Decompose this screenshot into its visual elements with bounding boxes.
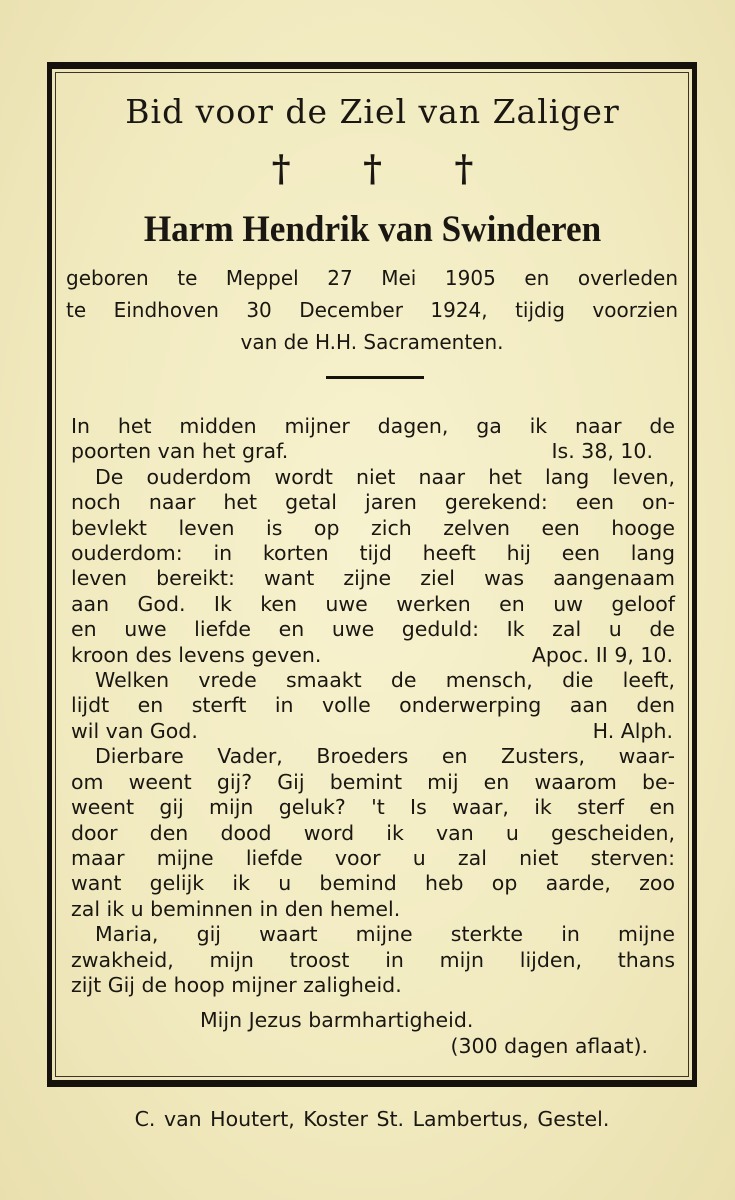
scripture-reference: Is. 38, 10.	[551, 439, 653, 464]
prayer-text	[71, 414, 675, 998]
body-line: zwakheid, mijn troost in mijn lijden, thans	[71, 947, 675, 972]
body-line: maar mijne liefde voor u zal niet sterven:	[71, 845, 675, 870]
body-line: In het midden mijner dagen, ga ik naar de	[71, 414, 675, 438]
scripture-reference: Apoc. II 9, 10.	[531, 642, 673, 667]
details-line-3: van de H.H. Sacramenten.	[240, 330, 504, 354]
body-line	[71, 719, 675, 744]
body-line: Maria, gij waart mijne sterkte in mijne	[95, 922, 675, 947]
body-line: Dierbare Vader, Broeders en Zusters, waar-	[95, 744, 675, 769]
body-line: aan God. Ik ken uwe werken en uw geloof	[71, 591, 675, 616]
body-line: Welken vrede smaakt de mensch, die leeft,	[95, 668, 675, 693]
body-line	[71, 643, 675, 668]
details-line-1: geboren te Meppel 27 Mei 1905 en overleden	[66, 266, 678, 290]
body-line: zijt Gij de hoop mijner zaligheid.	[71, 972, 402, 997]
body-line: bevlekt leven is op zich zelven een hooge	[71, 515, 675, 540]
heading: Bid voor de Ziel van Zaliger	[125, 92, 620, 131]
divider-rule	[326, 376, 424, 379]
body-line: want gelijk ik u bemind heb op aarde, zoo	[71, 871, 675, 896]
body-line: De ouderdom wordt niet naar het lang leven,	[95, 464, 675, 489]
body-line: weent gij mijn geluk? 't Is waar, ik sterf en	[71, 795, 675, 820]
deceased-name: Harm Hendrik van Swinderen	[143, 209, 602, 250]
body-line-text: poorten van het graf.	[71, 439, 289, 464]
body-line: lijdt en sterft in volle onderwerping aan den	[71, 693, 675, 718]
body-line: leven bereikt: want zijne ziel was aangenaam	[71, 566, 675, 591]
author-reference: H. Alph.	[592, 718, 673, 743]
body-line: zal ik u beminnen in den hemel.	[71, 896, 401, 921]
body-line-text: kroon des levens geven.	[71, 642, 322, 667]
printer-credit: C. van Houtert, Koster St. Lambertus, Gestel.	[134, 1107, 610, 1131]
body-line: ouderdom: in korten tijd heeft hij een lang	[71, 541, 675, 566]
body-line-text: wil van God.	[71, 718, 198, 743]
closing-prayer: Mijn Jezus barmhartigheid.	[200, 1008, 474, 1032]
body-line: noch naar het getal jaren gerekend: een on-	[71, 490, 675, 515]
body-line	[71, 439, 675, 464]
body-line: door den dood word ik van u gescheiden,	[71, 820, 675, 845]
indulgence-note: (300 dagen aflaat).	[450, 1034, 648, 1058]
body-line: en uwe liefde en uwe geduld: Ik zal u de	[71, 617, 675, 642]
details-line-2: te Eindhoven 30 December 1924, tijdig voorzien	[66, 298, 678, 322]
cross-icons: † † †	[271, 148, 504, 190]
birth-death-details	[66, 262, 678, 358]
body-line: om weent gij? Gij bemint mij en waarom be-	[71, 769, 675, 794]
